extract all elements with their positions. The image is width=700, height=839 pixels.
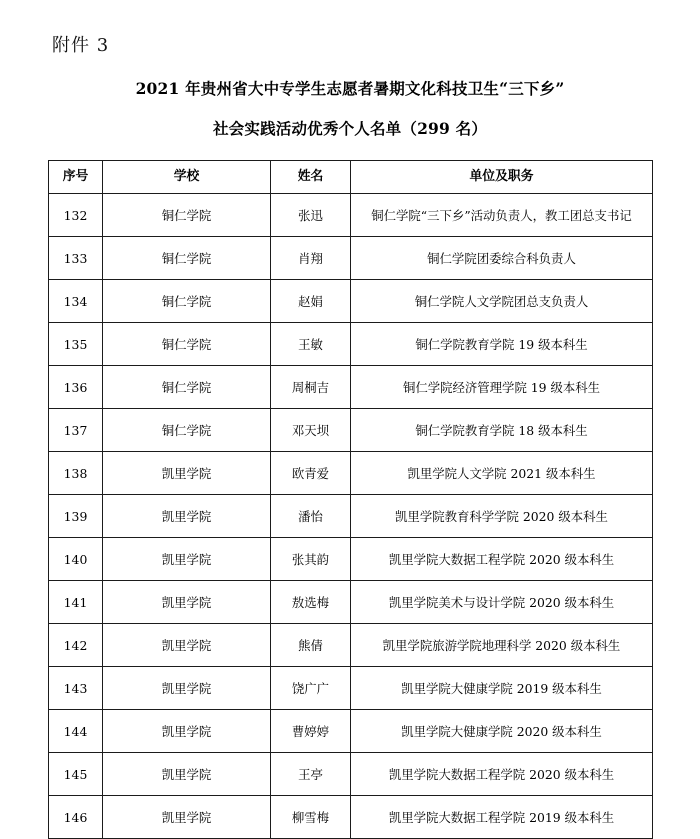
cell-no: 144 — [49, 710, 103, 753]
table-row — [49, 710, 653, 753]
cell-unit: 铜仁学院教育学院 19 级本科生 — [351, 323, 653, 366]
table-row — [49, 323, 653, 366]
cell-name: 柳雪梅 — [271, 796, 351, 839]
cell-unit: 凯里学院旅游学院地理科学 2020 级本科生 — [351, 624, 653, 667]
cell-school: 凯里学院 — [103, 667, 271, 710]
column-header-no: 序号 — [49, 161, 103, 194]
cell-no: 146 — [49, 796, 103, 839]
cell-name: 邓天坝 — [271, 409, 351, 452]
cell-unit: 凯里学院教育科学学院 2020 级本科生 — [351, 495, 653, 538]
table-row — [49, 538, 653, 581]
cell-name: 欧青爱 — [271, 452, 351, 495]
table-row — [49, 280, 653, 323]
cell-school: 凯里学院 — [103, 581, 271, 624]
cell-unit: 铜仁学院“三下乡”活动负责人，教工团总支书记 — [351, 194, 653, 237]
cell-school: 凯里学院 — [103, 796, 271, 839]
page-title: 2021 年贵州省大中专学生志愿者暑期文化科技卫生“三下乡” — [135, 79, 565, 99]
table-row — [49, 667, 653, 710]
cell-unit: 铜仁学院教育学院 18 级本科生 — [351, 409, 653, 452]
table-row — [49, 237, 653, 280]
cell-no: 136 — [49, 366, 103, 409]
cell-school: 铜仁学院 — [103, 366, 271, 409]
page-subtitle: 社会实践活动优秀个人名单（299 名） — [212, 119, 488, 139]
cell-unit: 凯里学院大数据工程学院 2019 级本科生 — [351, 796, 653, 839]
cell-no: 137 — [49, 409, 103, 452]
roster-table — [48, 160, 653, 839]
cell-unit: 凯里学院大健康学院 2020 级本科生 — [351, 710, 653, 753]
cell-unit: 凯里学院大数据工程学院 2020 级本科生 — [351, 753, 653, 796]
cell-name: 赵娟 — [271, 280, 351, 323]
cell-school: 铜仁学院 — [103, 194, 271, 237]
cell-no: 134 — [49, 280, 103, 323]
cell-unit: 凯里学院大健康学院 2019 级本科生 — [351, 667, 653, 710]
cell-school: 凯里学院 — [103, 710, 271, 753]
cell-unit: 凯里学院人文学院 2021 级本科生 — [351, 452, 653, 495]
cell-unit: 凯里学院大数据工程学院 2020 级本科生 — [351, 538, 653, 581]
cell-name: 张其韵 — [271, 538, 351, 581]
table-row — [49, 624, 653, 667]
cell-school: 凯里学院 — [103, 495, 271, 538]
cell-school: 凯里学院 — [103, 753, 271, 796]
cell-unit: 铜仁学院经济管理学院 19 级本科生 — [351, 366, 653, 409]
cell-name: 王敏 — [271, 323, 351, 366]
column-header-unit: 单位及职务 — [351, 161, 653, 194]
cell-no: 139 — [49, 495, 103, 538]
cell-no: 142 — [49, 624, 103, 667]
cell-name: 肖翔 — [271, 237, 351, 280]
cell-no: 141 — [49, 581, 103, 624]
table-row — [49, 409, 653, 452]
cell-no: 133 — [49, 237, 103, 280]
column-header-school: 学校 — [103, 161, 271, 194]
table-row — [49, 581, 653, 624]
cell-unit: 铜仁学院人文学院团总支负责人 — [351, 280, 653, 323]
cell-unit: 铜仁学院团委综合科负责人 — [351, 237, 653, 280]
cell-name: 潘怡 — [271, 495, 351, 538]
cell-name: 周桐吉 — [271, 366, 351, 409]
cell-school: 凯里学院 — [103, 624, 271, 667]
table-row — [49, 452, 653, 495]
table-row — [49, 796, 653, 839]
cell-no: 135 — [49, 323, 103, 366]
cell-name: 曹婷婷 — [271, 710, 351, 753]
cell-school: 凯里学院 — [103, 538, 271, 581]
cell-no: 132 — [49, 194, 103, 237]
attachment-label: 附件 3 — [52, 35, 110, 56]
table-row — [49, 194, 653, 237]
table-row — [49, 366, 653, 409]
cell-school: 铜仁学院 — [103, 237, 271, 280]
cell-no: 138 — [49, 452, 103, 495]
cell-school: 铜仁学院 — [103, 323, 271, 366]
cell-unit: 凯里学院美术与设计学院 2020 级本科生 — [351, 581, 653, 624]
table-row — [49, 753, 653, 796]
column-header-name: 姓名 — [271, 161, 351, 194]
cell-school: 凯里学院 — [103, 452, 271, 495]
cell-name: 敖选梅 — [271, 581, 351, 624]
cell-name: 王亭 — [271, 753, 351, 796]
cell-school: 铜仁学院 — [103, 409, 271, 452]
cell-school: 铜仁学院 — [103, 280, 271, 323]
cell-no: 143 — [49, 667, 103, 710]
cell-name: 熊倩 — [271, 624, 351, 667]
cell-name: 张迅 — [271, 194, 351, 237]
table-row — [49, 495, 653, 538]
cell-name: 饶广广 — [271, 667, 351, 710]
cell-no: 145 — [49, 753, 103, 796]
table-header-row — [49, 161, 653, 194]
cell-no: 140 — [49, 538, 103, 581]
